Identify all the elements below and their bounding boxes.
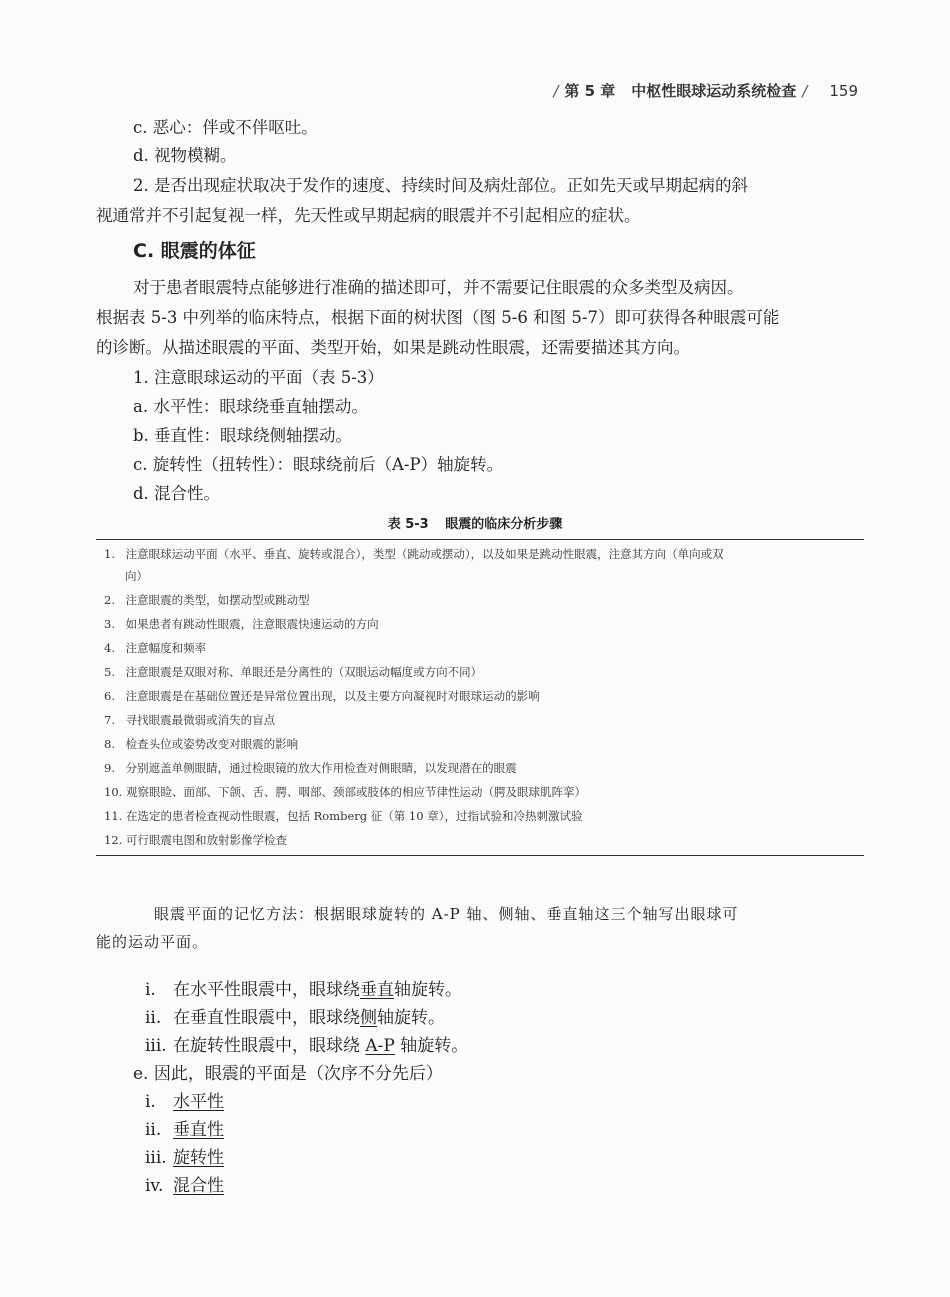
table-row [104, 613, 856, 635]
table-row [104, 637, 856, 659]
item-b-vertical: b. 垂直性：眼球绕侧轴摆动。 [133, 426, 353, 445]
item-d-blurred-vision: d. 视物模糊。 [133, 146, 237, 165]
fill-text: 在垂直性眼震中，眼球绕 [173, 1008, 360, 1028]
fill-item-i [145, 978, 462, 1002]
row-number: 6. [104, 689, 115, 703]
row-number: 1. [104, 547, 115, 561]
fill-text: 在旋转性眼震中，眼球绕 [173, 1036, 366, 1056]
table-row [104, 661, 856, 683]
table-row [104, 757, 856, 779]
row-number: 8. [104, 737, 115, 751]
answer-blank: 垂直 [360, 980, 394, 1000]
row-text: 在选定的患者检查视动性眼震，包括 Romberg 征（第 10 章），过指试验和冷热刺激试验 [125, 809, 583, 823]
roman-numeral: iv. [145, 1176, 164, 1196]
paragraph-2-line1: 2. 是否出现症状取决于发作的速度、持续时间及病灶部位。正如先天或早期起病的斜 [133, 176, 748, 195]
intro-line1: 对于患者眼震特点能够进行准确的描述即可，并不需要记住眼震的众多类型及病因。 [133, 278, 744, 297]
item-c-torsional: c. 旋转性（扭转性）：眼球绕前后（A-P）轴旋转。 [133, 455, 504, 474]
row-number: 5. [104, 665, 115, 679]
answer-blank: 水平性 [173, 1092, 224, 1112]
row-number: 11. [104, 809, 123, 823]
fill-item-iii [145, 1034, 468, 1058]
item-e-planes: e. 因此，眼震的平面是（次序不分先后） [133, 1064, 443, 1084]
plane-list-item [145, 1146, 224, 1170]
header-slash-right: / [802, 81, 808, 100]
row-text: 观察眼睑、面部、下颌、舌、腭、咽部、颈部或肢体的相应节律性运动（腭及眼球肌阵挛） [125, 785, 586, 799]
header-slash-left: / [553, 81, 559, 100]
row-number: 9. [104, 761, 115, 775]
memory-tip-line1: 眼震平面的记忆方法：根据眼球旋转的 A-P 轴、侧轴、垂直轴这三个轴写出眼球可 [154, 905, 739, 923]
table-label: 表 5-3 [387, 517, 429, 532]
fill-text: 轴旋转。 [394, 1036, 469, 1056]
fill-item-ii [145, 1006, 445, 1030]
memory-tip-line2: 能的运动平面。 [96, 933, 209, 951]
memory-tip-box [96, 900, 866, 956]
roman-numeral: i. [145, 980, 156, 1000]
table-top-rule [96, 539, 864, 540]
answer-blank: A-P [365, 1036, 395, 1056]
section-title: C. 眼震的体征 [133, 240, 256, 262]
row-text: 检查头位或姿势改变对眼震的影响 [125, 737, 299, 751]
table-row [104, 829, 856, 851]
row-text: 注意幅度和频率 [125, 641, 207, 655]
fill-text: 在水平性眼震中，眼球绕 [173, 980, 360, 1000]
row-number: 12. [104, 833, 123, 847]
intro-line3: 的诊断。从描述眼震的平面、类型开始，如果是跳动性眼震，还需要描述其方向。 [96, 338, 690, 357]
paragraph-2-line2: 视通常并不引起复视一样，先天性或早期起病的眼震并不引起相应的症状。 [96, 206, 641, 225]
table-row [104, 589, 856, 611]
row-text: 注意眼震是双眼对称、单眼还是分离性的（双眼运动幅度或方向不同） [125, 665, 483, 679]
row-number: 3. [104, 617, 115, 631]
table-row [104, 805, 856, 827]
fill-text: 轴旋转。 [394, 980, 462, 1000]
row-text: 如果患者有跳动性眼震，注意眼震快速运动的方向 [125, 617, 379, 631]
chapter-label: 第 5 章 [564, 82, 616, 100]
table-bottom-rule [96, 855, 864, 856]
roman-numeral: i. [145, 1092, 156, 1112]
roman-numeral: ii. [145, 1008, 162, 1028]
row-number: 7. [104, 713, 115, 727]
answer-blank: 混合性 [173, 1176, 224, 1196]
roman-numeral: iii. [145, 1148, 167, 1168]
row-text: 寻找眼震最微弱或消失的盲点 [125, 713, 276, 727]
page-number: 159 [829, 81, 858, 100]
item-d-mixed: d. 混合性。 [133, 484, 221, 503]
plane-list-item [145, 1090, 224, 1114]
running-header [553, 80, 858, 101]
row-text: 注意眼震的类型，如摆动型或跳动型 [125, 593, 310, 607]
item-a-horizontal: a. 水平性：眼球绕垂直轴摆动。 [133, 397, 368, 416]
table-row [104, 685, 856, 707]
row-number: 4. [104, 641, 115, 655]
plane-list-item [145, 1118, 224, 1142]
plane-list-item [145, 1174, 224, 1198]
item-1-plane: 1. 注意眼球运动的平面（表 5-3） [133, 368, 384, 387]
row-text: 注意眼震是在基础位置还是异常位置出现，以及主要方向凝视时对眼球运动的影响 [125, 689, 540, 703]
chapter-title: 中枢性眼球运动系统检查 [631, 82, 797, 100]
row-text: 分别遮盖单侧眼睛，通过检眼镜的放大作用检查对侧眼睛，以发现潜在的眼震 [125, 761, 517, 775]
fill-text: 轴旋转。 [377, 1008, 445, 1028]
answer-blank: 旋转性 [173, 1148, 224, 1168]
answer-blank: 垂直性 [173, 1120, 224, 1140]
intro-line2: 根据表 5-3 中列举的临床特点，根据下面的树状图（图 5-6 和图 5-7）即可获得各种眼震可能 [96, 308, 780, 327]
table-caption [0, 513, 950, 532]
table-row [104, 781, 856, 803]
item-c-nausea: c. 恶心：伴或不伴呕吐。 [133, 118, 318, 137]
row-number: 10. [104, 785, 123, 799]
roman-numeral: iii. [145, 1036, 167, 1056]
row-text: 注意眼球运动平面（水平、垂直、旋转或混合），类型（跳动或摆动），以及如果是跳动性眼震，注意其方向（单向或双 [125, 547, 724, 561]
row-text-continued: 向） [125, 569, 148, 583]
row-text: 可行眼震电图和放射影像学检查 [125, 833, 287, 847]
row-number: 2. [104, 593, 115, 607]
answer-blank: 侧 [360, 1008, 377, 1028]
roman-numeral: ii. [145, 1120, 162, 1140]
table-row [104, 709, 856, 731]
table-title: 眼震的临床分析步骤 [445, 517, 563, 532]
table-row [104, 733, 856, 755]
table-row [104, 543, 856, 587]
